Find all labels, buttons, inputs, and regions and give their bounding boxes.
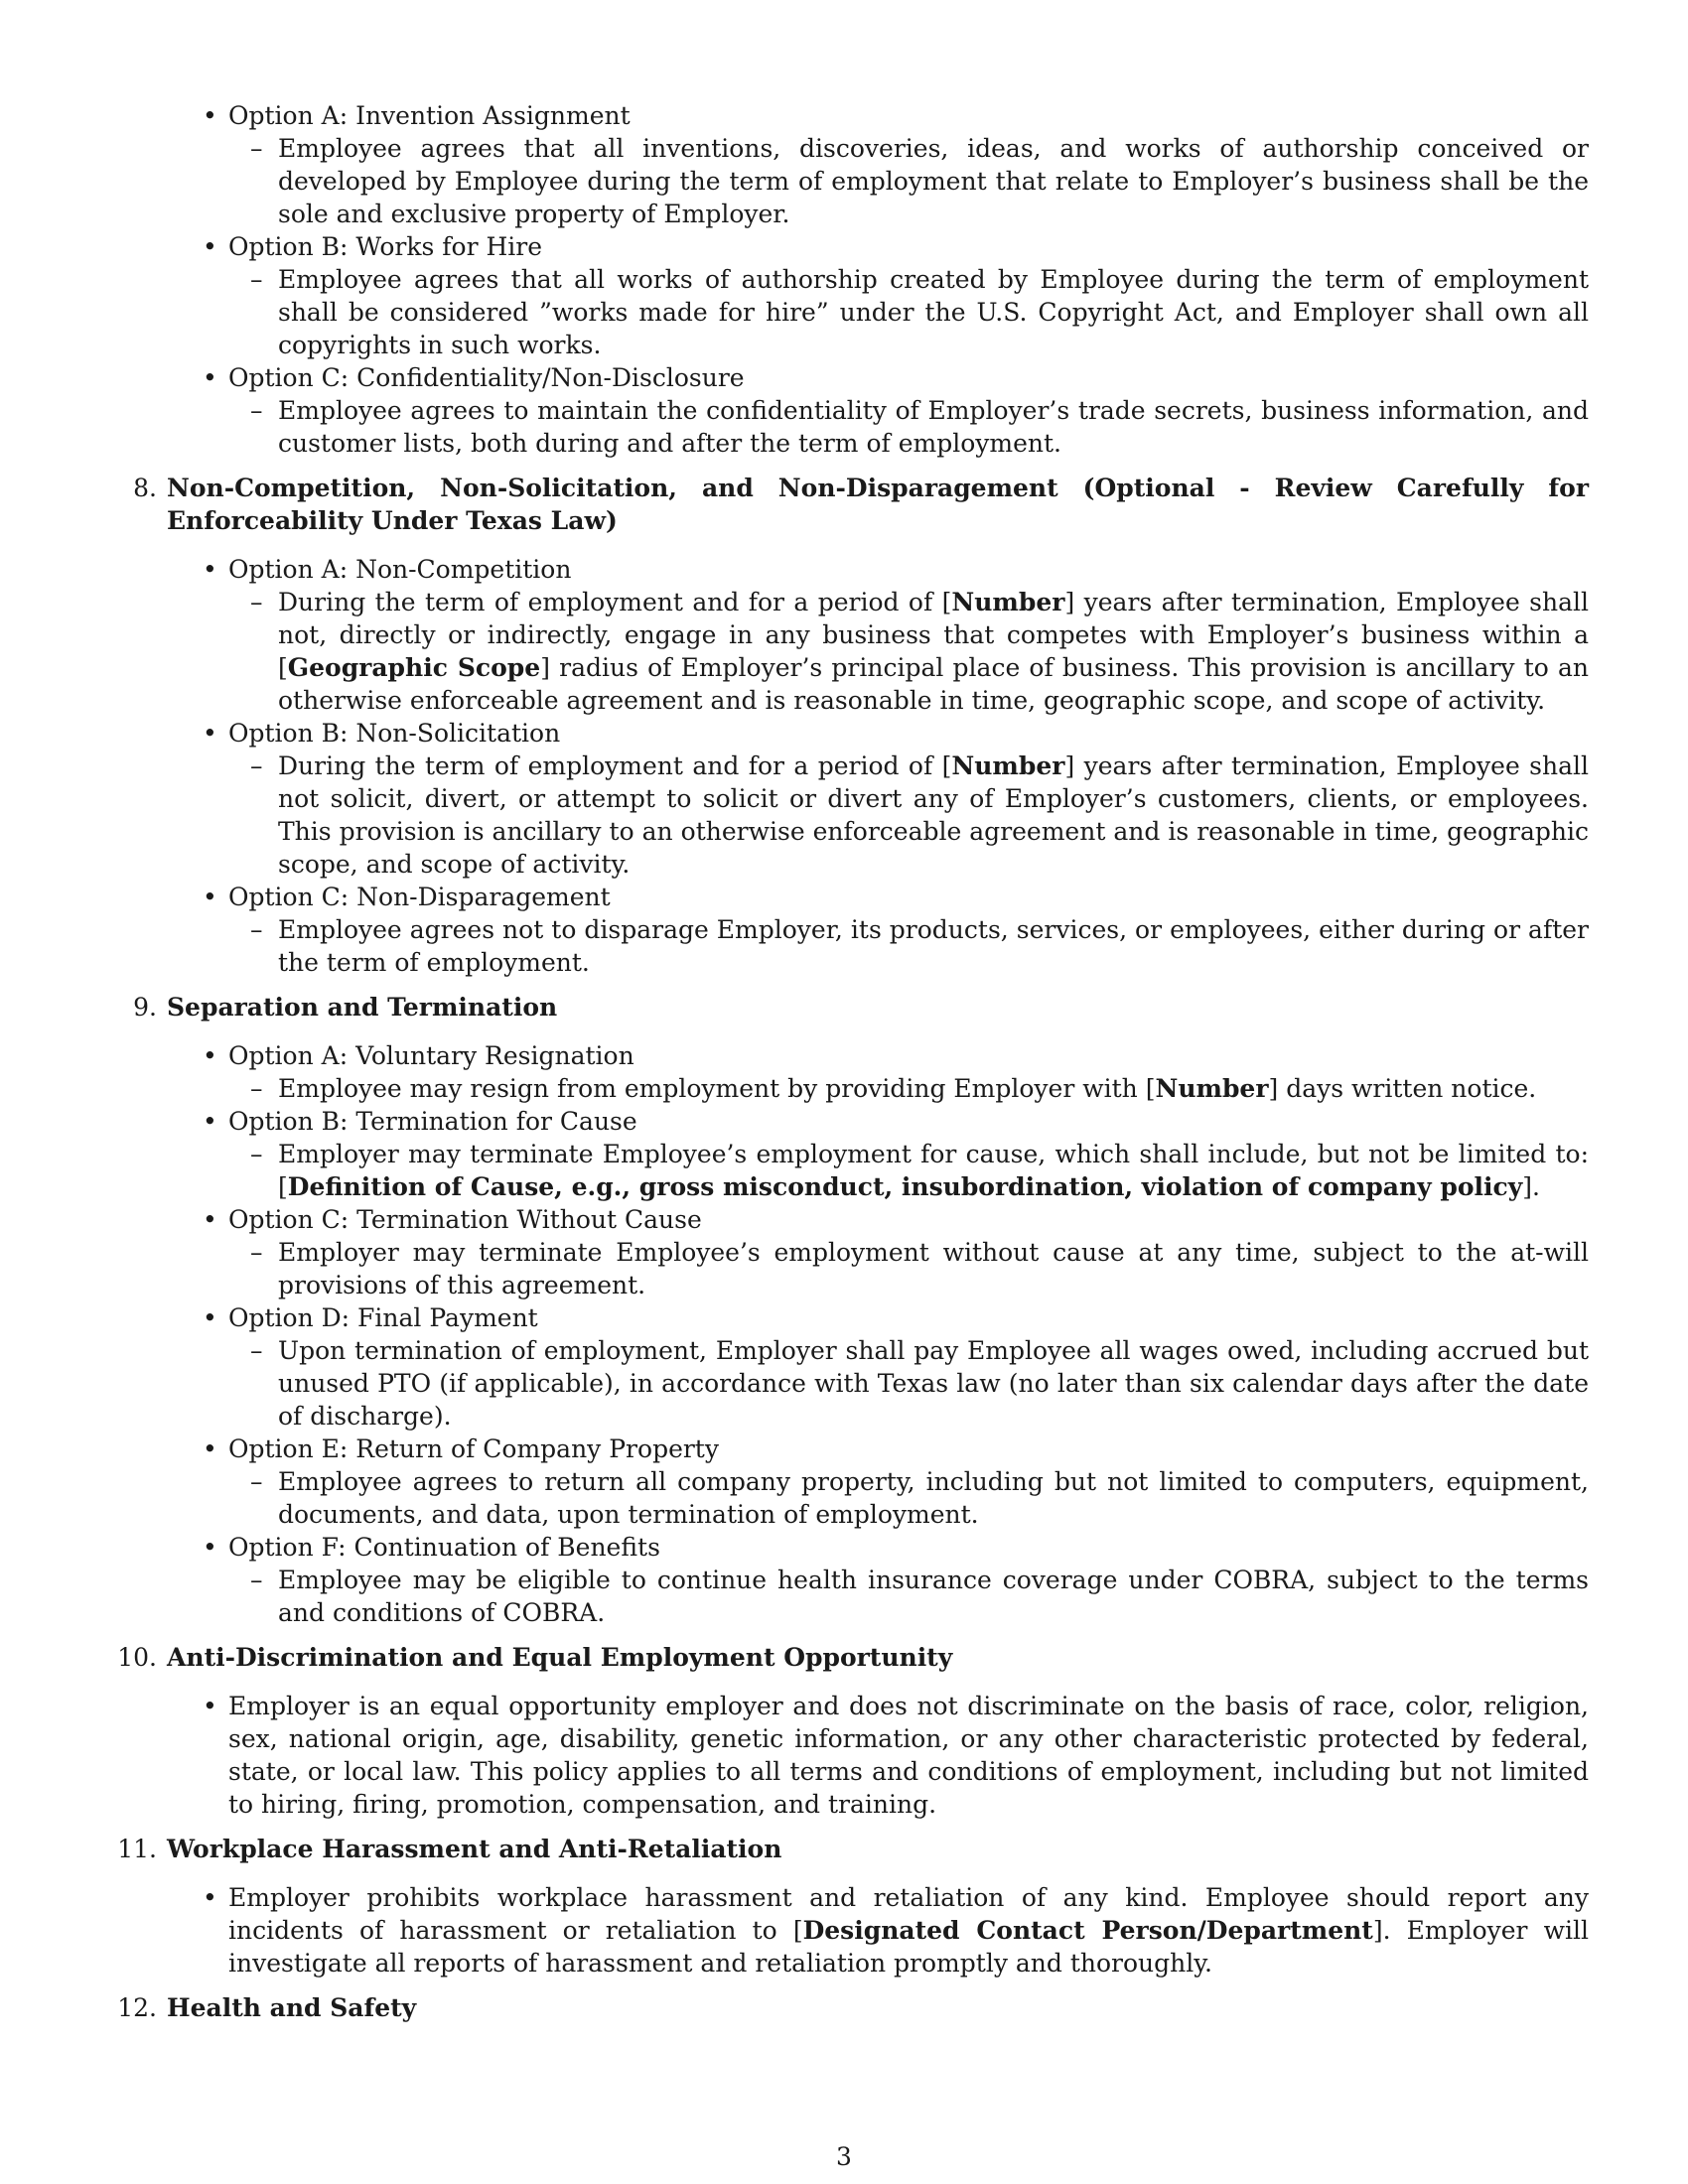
- option-text: – Employee may resign from employment by providing Employer with [Number] days written notice.: [278, 1072, 1589, 1105]
- section-9-options: [111, 1039, 1589, 1629]
- page-number: 3: [836, 2142, 852, 2171]
- option-text: – Employer may terminate Employee’s employment for cause, which shall include, but not be limited to: [Definition of Cause, e.g., gross misconduct, insubordination, violation of company policy].: [278, 1138, 1589, 1203]
- option-text: – During the term of employment and for a period of [Number] years after termination, Employee shall not, directly or indirectly, engage in any business that competes with Employer’s business within a [Geographic Scope] radius of Employer’s principal place of business. This provision is ancillary to an otherwise enforceable agreement and is reasonable in time, geographic scope, and scope of activity.: [278, 586, 1589, 717]
- list-item: • Employer is an equal opportunity employer and does not discriminate on the basis of race, color, religion, sex, national origin, age, disability, genetic information, or any other characteristic protected by federal, state, or local law. This policy applies to all terms and conditions of employment, including but not limited to hiring, firing, promotion, compensation, and training.: [228, 1690, 1589, 1821]
- option-label: Option B: Non-Solicitation: [228, 719, 561, 748]
- option-works-for-hire: [228, 230, 1589, 361]
- option-termination-for-cause: [228, 1105, 1589, 1203]
- section-heading: [111, 991, 1589, 1024]
- option-final-payment: [228, 1301, 1589, 1433]
- placeholder-field: Definition of Cause, e.g., gross misconduct, insubordination, violation of company policy: [287, 1172, 1523, 1201]
- option-continuation-of-benefits: [228, 1531, 1589, 1629]
- option-return-of-property: [228, 1433, 1589, 1531]
- option-text: – Employer may terminate Employee’s employment without cause at any time, subject to the at-will provisions of this agreement.: [278, 1236, 1589, 1301]
- section-title: Health and Safety: [167, 1993, 417, 2022]
- option-label: Option D: Final Payment: [228, 1303, 538, 1332]
- section-12: [111, 1991, 1589, 2024]
- option-text: – Employee agrees to return all company property, including but not limited to computers, equipment, documents, and data, upon termination of employment.: [278, 1465, 1589, 1531]
- section-7-options: [111, 99, 1589, 460]
- section-heading: [111, 472, 1589, 537]
- option-invention-assignment: [228, 99, 1589, 230]
- option-non-solicitation: [228, 717, 1589, 881]
- option-label: Option E: Return of Company Property: [228, 1434, 719, 1463]
- placeholder-field: Number: [951, 751, 1065, 780]
- option-termination-without-cause: [228, 1203, 1589, 1301]
- section-heading: [111, 1641, 1589, 1674]
- section-number: 11.: [117, 1835, 157, 1863]
- section-8-options: [111, 553, 1589, 979]
- option-label: Option A: Voluntary Resignation: [228, 1041, 634, 1070]
- placeholder-field: Number: [1155, 1074, 1269, 1103]
- option-text: – Employee may be eligible to continue health insurance coverage under COBRA, subject to the terms and conditions of COBRA.: [278, 1564, 1589, 1629]
- section-9: [111, 991, 1589, 1629]
- option-label: Option A: Non-Competition: [228, 555, 572, 584]
- option-text: – During the term of employment and for a period of [Number] years after termination, Employee shall not solicit, divert, or attempt to solicit or divert any of Employer’s customers, clients, or employees. This provision is ancillary to an otherwise enforceable agreement and is reasonable in time, geographic scope, and scope of activity.: [278, 750, 1589, 881]
- option-text: – Employee agrees to maintain the confidentiality of Employer’s trade secrets, business information, and customer lists, both during and after the term of employment.: [278, 394, 1589, 460]
- section-title: Anti-Discrimination and Equal Employment Opportunity: [167, 1643, 953, 1672]
- option-confidentiality: [228, 361, 1589, 460]
- option-label: Option C: Non-Disparagement: [228, 883, 611, 911]
- option-label: Option B: Termination for Cause: [228, 1107, 637, 1136]
- placeholder-field: Geographic Scope: [287, 653, 541, 682]
- option-label: Option B: Works for Hire: [228, 232, 543, 261]
- section-11: [111, 1833, 1589, 1979]
- section-number: 9.: [133, 993, 157, 1022]
- option-text: – Employee agrees that all inventions, discoveries, ideas, and works of authorship conceived or developed by Employee during the term of employment that relate to Employer’s business shall be the sole and exclusive property of Employer.: [278, 132, 1589, 230]
- option-voluntary-resignation: [228, 1039, 1589, 1105]
- option-label: Option F: Continuation of Benefits: [228, 1533, 660, 1562]
- placeholder-field: Designated Contact Person/Department: [802, 1916, 1373, 1945]
- section-heading: [111, 1991, 1589, 2024]
- option-non-disparagement: [228, 881, 1589, 979]
- section-number: 8.: [133, 474, 157, 502]
- option-text: – Employee agrees not to disparage Employer, its products, services, or employees, either during or after the term of employment.: [278, 913, 1589, 979]
- section-number: 10.: [117, 1643, 157, 1672]
- option-non-competition: [228, 553, 1589, 717]
- option-label: Option A: Invention Assignment: [228, 101, 631, 130]
- section-number: 12.: [117, 1993, 157, 2022]
- section-7-continued: [111, 99, 1589, 460]
- section-8: [111, 472, 1589, 979]
- section-heading: [111, 1833, 1589, 1865]
- section-title: Non-Competition, Non-Solicitation, and Non-Disparagement (Optional - Review Carefully for Enforceability Under Texas Law): [167, 474, 1589, 535]
- placeholder-field: Number: [951, 588, 1065, 616]
- option-text: – Employee agrees that all works of authorship created by Employee during the term of employment shall be considered ”works made for hire” under the U.S. Copyright Act, and Employer shall own all copyrights in such works.: [278, 263, 1589, 361]
- option-label: Option C: Confidentiality/Non-Disclosure: [228, 363, 745, 392]
- section-10-items: [111, 1690, 1589, 1821]
- section-title: Workplace Harassment and Anti-Retaliation: [167, 1835, 782, 1863]
- document-body: [111, 99, 1589, 2040]
- section-11-items: [111, 1881, 1589, 1979]
- option-text: – Upon termination of employment, Employer shall pay Employee all wages owed, including accrued but unused PTO (if applicable), in accordance with Texas law (no later than six calendar days after the date of discharge).: [278, 1334, 1589, 1433]
- section-10: [111, 1641, 1589, 1821]
- section-title: Separation and Termination: [167, 993, 558, 1022]
- list-item: • Employer prohibits workplace harassment and retaliation of any kind. Employee should report any incidents of harassment or retaliation to [Designated Contact Person/Department]. Employer will investigate all reports of harassment and retaliation promptly and thoroughly.: [228, 1881, 1589, 1979]
- option-label: Option C: Termination Without Cause: [228, 1205, 702, 1234]
